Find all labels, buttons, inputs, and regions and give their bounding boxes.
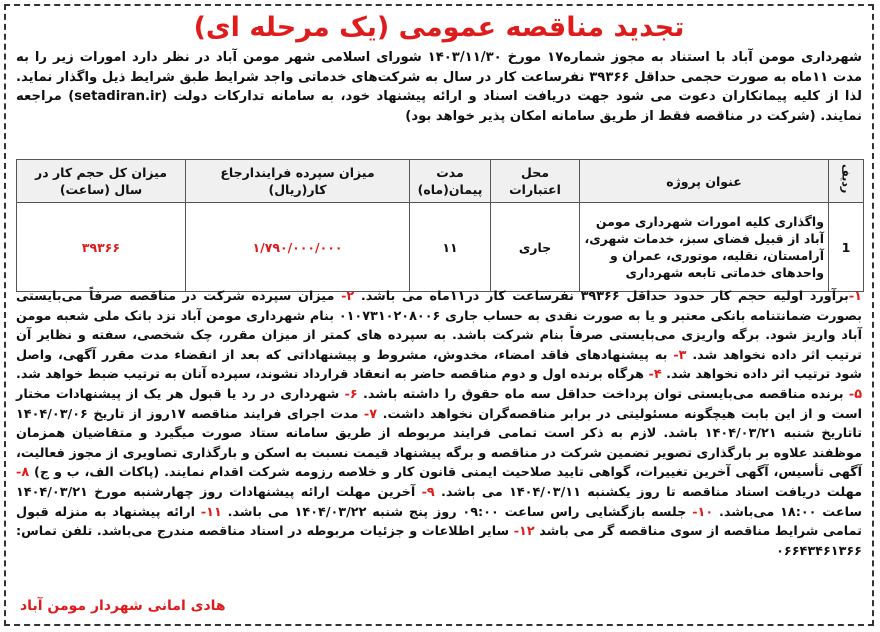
header-contract-duration: مدت پیمان(ماه): [410, 160, 491, 203]
clause-number: ۵-: [848, 386, 862, 402]
header-credit-source: محل اعتبارات: [491, 160, 580, 203]
conditions-text: [16, 287, 862, 561]
clause-number: ۱-: [848, 289, 862, 304]
header-project-title: عنوان پروژه: [580, 160, 829, 203]
clause-text: شهرداری در رد یا قبول هر یک از پیشنهادات مختار است و از این بابت هیچگونه مسئولیتی در برابر مناقصه‌گران نخواهد داشت.: [16, 386, 863, 422]
clause-text: مهلت دریافت اسناد مناقصه تا روز یکشنبه ۱۴۰۴/۰۳/۱۱ می باشد.: [441, 484, 862, 500]
clause-text: سایر اطلاعات و جزئیات مربوطه در اسناد مناقصه مندرج می‌باشد. تلفن تماس: ۰۶۶۴۳۴۶۱۳۶۶: [16, 524, 862, 559]
clause-text: برنده مناقصه می‌بایستی توان پرداخت حداقل سه ماه حقوق را داشته باشد.: [362, 386, 849, 402]
intro-paragraph: شهرداری مومن آباد با استناد به مجوز شماره۱۷ مورخ ۱۴۰۳/۱۱/۳۰ شورای اسلامی شهر مومن آباد در نظر دارد امورات زیر را به مدت ۱۱ماه به صورت حجمی حداقل ۳۹۳۶۶ نفرساعت کار در سال به شرکت‌های خدماتی واجد شرایط طبق شرایط ذیل واگذار نماید. لذا از کلیه پیمانکاران دعوت می شود جهت دریافت اسناد و ارائه پیشنهاد خود، به سامانه تدارکات دولت (setadiran.ir) مراجعه نمایند. (شرکت در مناقصه فقط از طریق سامانه امکان پذیر خواهد بود): [16, 50, 862, 124]
notice-title: تجدید مناقصه عمومی (یک مرحله ای): [193, 12, 685, 43]
clause-number: ۹-: [421, 484, 435, 500]
clause-text: هرگاه برنده اول و دوم مناقصه حاضر به انعقاد قرارداد نشوند، سپرده آنان به ترتیب ضبط خواهد شد.: [16, 367, 649, 383]
table-header-row: [17, 160, 864, 203]
clause-number: ۱۲-: [513, 524, 535, 540]
clause-text: برآورد اولیه حجم کار حدود حداقل ۳۹۳۶۶ نفرساعت کار در۱۱ماه می باشد.: [360, 289, 849, 304]
clause-text: مدت اجرای فرایند مناقصه ۱۷روز از تاریخ ۱۴۰۴/۰۳/۰۶ تاتاریخ شنبه ۱۴۰۴/۰۳/۲۱ باشد. لازم به ذکر است تمامی فرایند مربوطه از طریق سامانه ستاد صورت میگیرد و متقاضیان همزمان موظفند علاوه بر بارگذاری تصویر تضمین شرکت در مناقصه و برگه پیشنهاد قیمت نسبت به اسکن و بارگذاری تصاویری از مجوز فعالیت، آگهی تأسیس، آگهی آخرین تغییرات، گواهی تایید صلاحیت ایمنی قانون کار و خلاصه رزومه شرکت اقدام نمایند. (پاکات الف، ب و ج): [16, 406, 862, 481]
notice-frame: [4, 4, 874, 626]
clause-text: جلسه بازگشایی راس ساعت ۰۹:۰۰ روز پنج شنبه ۱۴۰۴/۰۳/۲۲ می باشد.: [227, 504, 693, 520]
clause-number: ۱۱-: [200, 504, 222, 520]
header-total-hours: میزان کل حجم کار در سال (ساعت): [17, 160, 186, 203]
clause-text: به پیشنهادهای فاقد امضاء، مخدوش، مشروط و پیشنهاداتی که بعد از انقضاء مدت مقرر آگهی، واصل شود ترتیب اثر داده نخواهد شد.: [16, 347, 862, 383]
cell-project-title: واگذاری کلیه امورات شهرداری مومن آباد از قبیل فضای سبز، خدمات شهری، آرامستان، نقلیه، موتوری، عمران و واحدهای خدماتی تابعه شهرداری: [580, 203, 829, 292]
clause-number: ۶-: [344, 386, 358, 402]
clause-number: ۸-: [16, 465, 30, 481]
cell-total-hours: ۳۹۳۶۶: [17, 203, 186, 292]
clause-text: میزان سپرده شرکت در مناقصه صرفاً می‌بایستی بصورت ضمانتنامه بانکی معتبر و یا به صورت نقدی به حساب جاری ۰۱۰۷۳۱۰۲۰۸۰۰۶ بنام شهرداری مومن آباد نزد بانک ملی شعبه مومن آباد واریز شود. برگه واریزی می‌بایستی صرفاً بنام شرکت باشد. به سپرده های کمتر از میزان مقرر، چک شخصی، سفته و نظایر آن ترتیب اثر داده نخواهد شد.: [16, 289, 862, 363]
cell-credit-source: جاری: [491, 203, 580, 292]
table-row: [17, 203, 864, 292]
clause-text: آخرین مهلت ارائه پیشنهادات روز چهارشنبه مورخ ۱۴۰۴/۰۳/۲۱ ساعت ۱۸:۰۰ می‌باشد.: [16, 484, 862, 520]
clause-text: ارائه پیشنهاد به منزله قبول تمامی شرایط مناقصه از سوی مناقصه گر می باشد: [16, 504, 862, 540]
header-guarantee-amount: میزان سپرده فرایندارجاع کار(ریال): [186, 160, 410, 203]
clause-number: ۷-: [363, 406, 378, 422]
clause-number: ۴-: [648, 367, 662, 383]
tender-table: [16, 159, 864, 292]
clause-number: ۱۰-: [692, 504, 714, 520]
cell-guarantee-amount: ۱/۷۹۰/۰۰۰/۰۰۰: [186, 203, 410, 292]
signature: هادی امانی شهردار مومن آباد: [20, 598, 226, 614]
cell-row-number: 1: [829, 203, 864, 292]
cell-contract-duration: ۱۱: [410, 203, 491, 292]
clause-number: ۳-: [673, 347, 687, 363]
header-row-number: ردیف: [829, 160, 864, 203]
clause-number: ۲-: [341, 289, 355, 304]
